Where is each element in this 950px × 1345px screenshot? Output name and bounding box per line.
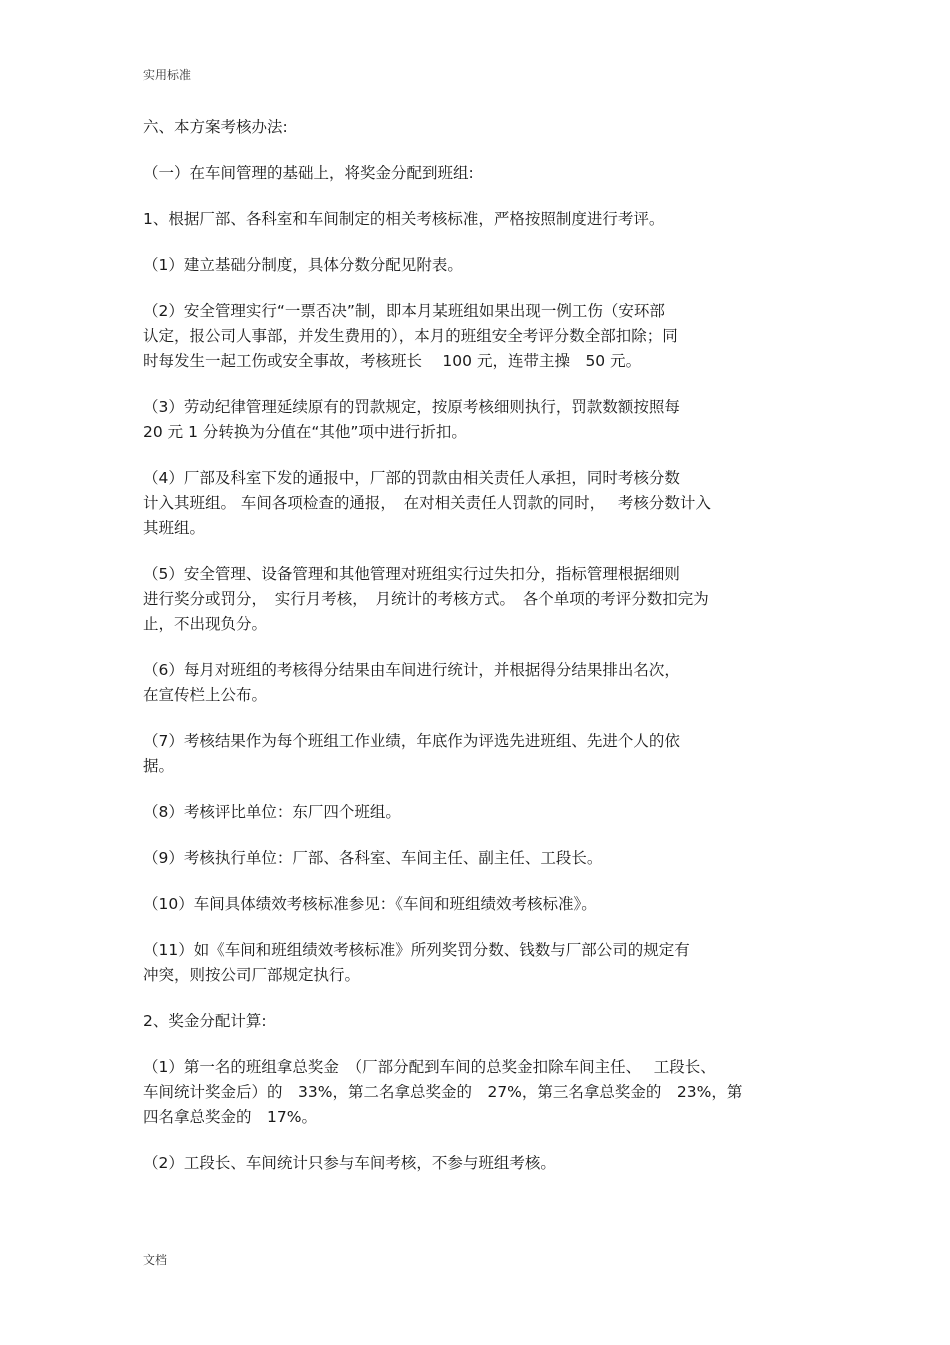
page-header: 实用标准 xyxy=(143,68,192,82)
paragraph-line: 冲突，则按公司厂部规定执行。 xyxy=(143,966,361,984)
paragraph-line: 20 元 1 分转换为分值在“其他”项中进行折扣。 xyxy=(143,423,467,441)
paragraph xyxy=(143,846,808,871)
paragraph xyxy=(143,466,808,541)
paragraph xyxy=(143,115,808,140)
paragraph-line: 认定，报公司人事部，并发生费用的），本月的班组安全考评分数全部扣除；同 xyxy=(143,327,678,345)
paragraph-line: 据。 xyxy=(143,757,175,775)
paragraph-line: （2）工段长、车间统计只参与车间考核，不参与班组考核。 xyxy=(143,1154,556,1172)
paragraph xyxy=(143,562,808,637)
paragraph-line: （7）考核结果作为每个班组工作业绩，年底作为评选先进班组、先进个人的依 xyxy=(143,732,680,750)
paragraph xyxy=(143,299,808,374)
document-body xyxy=(143,115,808,1197)
paragraph xyxy=(143,253,808,278)
page-footer: 文档 xyxy=(143,1253,168,1267)
paragraph xyxy=(143,658,808,708)
paragraph xyxy=(143,800,808,825)
paragraph-line: （1）建立基础分制度，具体分数分配见附表。 xyxy=(143,256,463,274)
paragraph xyxy=(143,892,808,917)
paragraph-line: 六、本方案考核办法: xyxy=(143,118,288,136)
paragraph-line: （10）车间具体绩效考核标准参见：《车间和班组绩效考核标准》。 xyxy=(143,895,597,913)
paragraph-line: （11）如《车间和班组绩效考核标准》所列奖罚分数、钱数与厂部公司的规定有 xyxy=(143,941,690,959)
paragraph xyxy=(143,1151,808,1176)
paragraph-line: （4）厂部及科室下发的通报中，厂部的罚款由相关责任人承担，同时考核分数 xyxy=(143,469,680,487)
paragraph-line: （1）第一名的班组拿总奖金 （厂部分配到车间的总奖金扣除车间主任、 工段长、 xyxy=(143,1058,716,1076)
paragraph-line: 进行奖分或罚分， 实行月考核， 月统计的考核方式。 各个单项的考评分数扣完为 xyxy=(143,590,709,608)
paragraph-line: 四名拿总奖金的 17%。 xyxy=(143,1108,317,1126)
paragraph xyxy=(143,1055,808,1130)
paragraph xyxy=(143,729,808,779)
paragraph-line: （5）安全管理、设备管理和其他管理对班组实行过失扣分，指标管理根据细则 xyxy=(143,565,680,583)
paragraph-line: （9）考核执行单位：厂部、各科室、车间主任、副主任、工段长。 xyxy=(143,849,603,867)
paragraph-line: 时每发生一起工伤或安全事故，考核班长 100 元，连带主操 50 元。 xyxy=(143,352,642,370)
paragraph-line: （6）每月对班组的考核得分结果由车间进行统计，并根据得分结果排出名次， xyxy=(143,661,680,679)
paragraph xyxy=(143,207,808,232)
paragraph-line: （8）考核评比单位：东厂四个班组。 xyxy=(143,803,401,821)
paragraph xyxy=(143,395,808,445)
paragraph-line: 车间统计奖金后）的 33%，第二名拿总奖金的 27%，第三名拿总奖金的 23%，第 xyxy=(143,1083,743,1101)
paragraph-line: 止，不出现负分。 xyxy=(143,615,268,633)
paragraph-line: 其班组。 xyxy=(143,519,206,537)
paragraph-line: 2、奖金分配计算: xyxy=(143,1012,267,1030)
paragraph-line: 在宣传栏上公布。 xyxy=(143,686,268,704)
paragraph xyxy=(143,1009,808,1034)
paragraph xyxy=(143,938,808,988)
paragraph-line: 1、根据厂部、各科室和车间制定的相关考核标准，严格按照制度进行考评。 xyxy=(143,210,665,228)
paragraph-line: （一）在车间管理的基础上，将奖金分配到班组: xyxy=(143,164,474,182)
paragraph xyxy=(143,161,808,186)
paragraph-line: 计入其班组。 车间各项检查的通报， 在对相关责任人罚款的同时， 考核分数计入 xyxy=(143,494,711,512)
paragraph-line: （2）安全管理实行“一票否决”制，即本月某班组如果出现一例工伤（安环部 xyxy=(143,302,665,320)
paragraph-line: （3）劳动纪律管理延续原有的罚款规定，按原考核细则执行，罚款数额按照每 xyxy=(143,398,680,416)
